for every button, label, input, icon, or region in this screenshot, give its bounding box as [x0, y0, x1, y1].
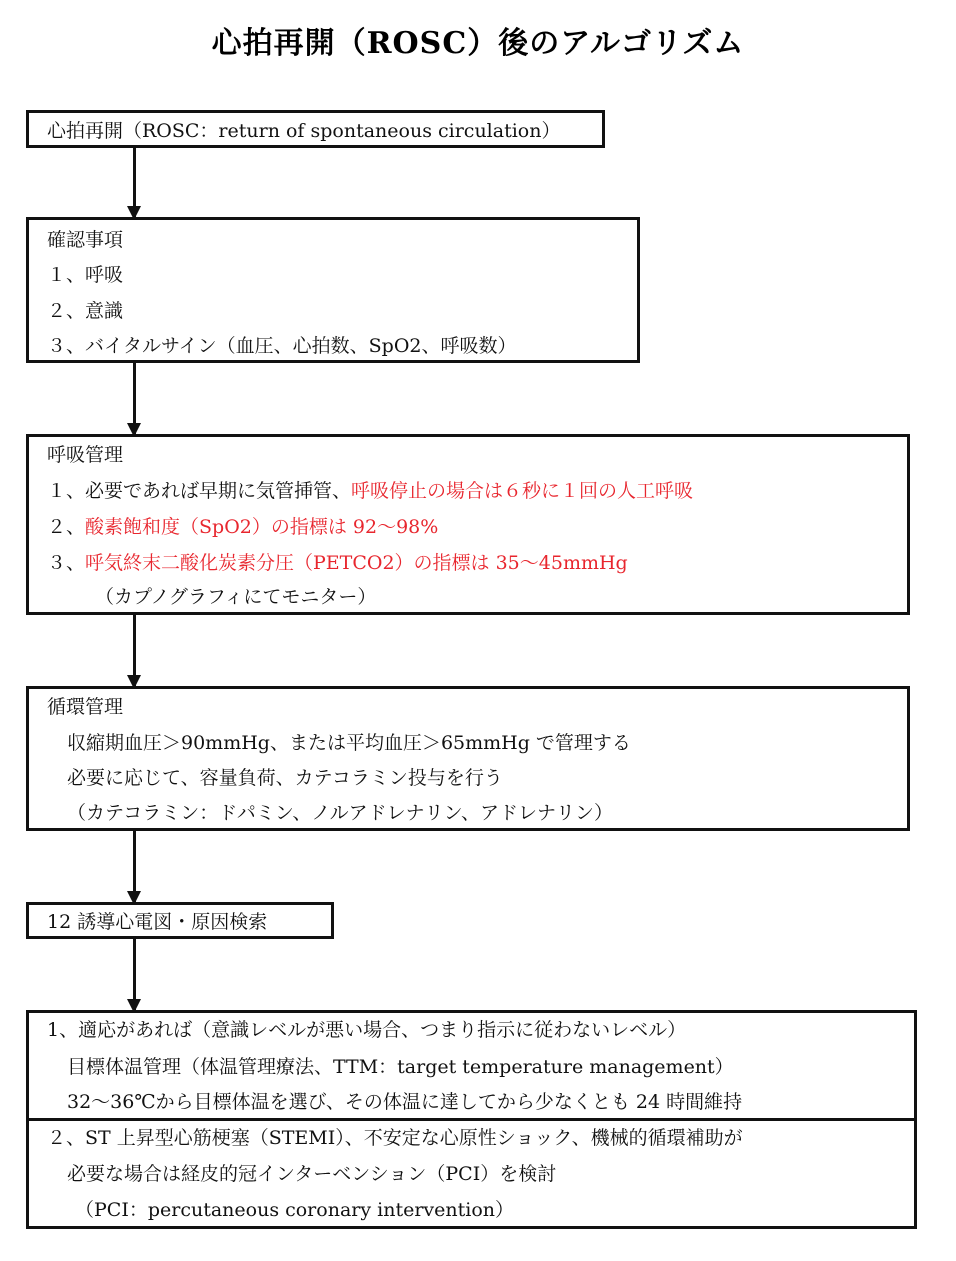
respiratory-item-1-text: １、必要であれば早期に気管挿管、	[47, 480, 352, 502]
circulation-line-volume: 必要に応じて、容量負荷、カテコラミン投与を行う	[67, 767, 503, 789]
confirm-item-consciousness: ２、意識	[47, 300, 124, 322]
respiratory-item-2-text: ２、	[47, 516, 86, 538]
respiratory-box	[26, 434, 910, 615]
final-s2-line-1: ２、ST 上昇型心筋梗塞（STEMI）、不安定な心原性ショック、機械的循環補助が	[47, 1127, 743, 1149]
ecg-box	[26, 902, 334, 939]
respiratory-item-1-highlight: 呼吸停止の場合は６秒に１回の人工呼吸	[351, 480, 694, 502]
final-box-divider	[29, 1118, 914, 1121]
respiratory-heading: 呼吸管理	[47, 444, 124, 466]
flow-arrow-1	[133, 148, 136, 218]
flow-arrow-3	[133, 615, 136, 687]
ecg-label: 12 誘導心電図・原因検索	[47, 911, 268, 933]
respiratory-item-3	[47, 551, 628, 575]
final-s2-line-2: 必要な場合は経皮的冠インターベンション（PCI）を検討	[67, 1163, 557, 1185]
rosc-box	[26, 110, 605, 148]
circulation-heading: 循環管理	[47, 696, 124, 718]
page-title: 心拍再開（ROSC）後のアルゴリズム	[211, 26, 745, 61]
final-s1-line-2: 目標体温管理（体温管理療法、TTM：target temperature management）	[67, 1056, 734, 1078]
respiratory-item-3-text: ３、	[47, 552, 86, 574]
flow-arrow-4	[133, 831, 136, 903]
confirm-item-vitals: ３、バイタルサイン（血圧、心拍数、SpO2、呼吸数）	[47, 335, 517, 357]
final-s2-line-3: （PCI：percutaneous coronary intervention）	[75, 1199, 515, 1221]
respiratory-item-2-highlight: 酸素飽和度（SpO2）の指標は 92〜98%	[85, 516, 439, 538]
respiratory-item-3-highlight: 呼気終末二酸化炭素分圧（PETCO2）の指標は 35〜45mmHg	[85, 552, 628, 574]
respiratory-item-3-note: （カプノグラフィにてモニター）	[95, 586, 377, 608]
circulation-box	[26, 686, 910, 831]
flow-arrow-2	[133, 363, 136, 435]
confirm-box	[26, 217, 640, 363]
respiratory-item-1	[47, 479, 693, 503]
circulation-line-catecholamine: （カテコラミン：ドパミン、ノルアドレナリン、アドレナリン）	[67, 802, 614, 824]
final-box	[26, 1010, 917, 1229]
rosc-label: 心拍再開（ROSC：return of spontaneous circulation）	[47, 120, 561, 142]
circulation-line-bp: 収縮期血圧＞90mmHg、または平均血圧＞65mmHg で管理する	[67, 732, 631, 754]
final-s1-line-3: 32〜36℃から目標体温を選び、その体温に達してから少なくとも 24 時間維持	[67, 1091, 743, 1113]
flow-arrow-5	[133, 939, 136, 1011]
confirm-item-breathing: １、呼吸	[47, 264, 124, 286]
confirm-heading: 確認事項	[47, 229, 124, 251]
respiratory-item-2	[47, 515, 438, 539]
final-s1-line-1: 1、適応があれば（意識レベルが悪い場合、つまり指示に従わないレベル）	[47, 1019, 687, 1041]
